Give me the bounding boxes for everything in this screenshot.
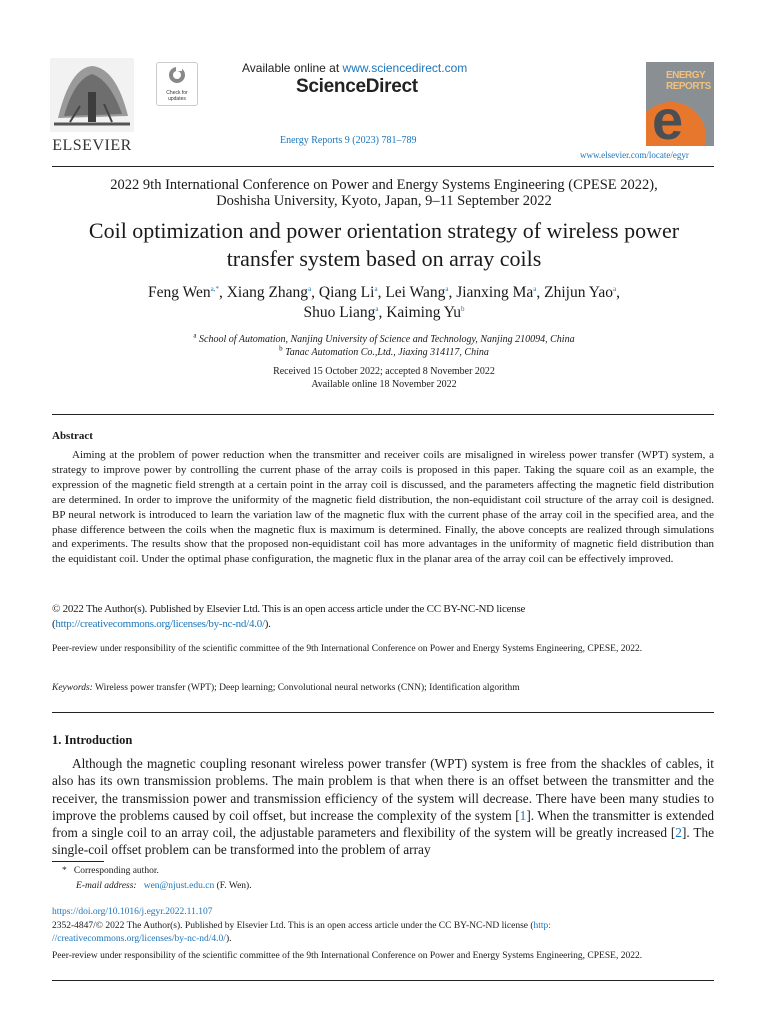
author-feng-wen[interactable]: Feng Wen (147, 284, 211, 301)
footer-bottom-rule (52, 980, 714, 981)
keywords (52, 683, 714, 693)
issn-text: 2352-4847/© 2022 The Author(s). Published by Elsevier Ltd. This is an open access article under the CC BY-NC-ND license ( (52, 921, 534, 931)
keywords-list: Wireless power transfer (WPT); Deep learning; Convolutional neural networks (CNN); Identification algorithm (95, 683, 520, 693)
abstract-heading: Abstract (52, 430, 93, 442)
aff-mark[interactable]: a (533, 284, 537, 293)
available-online (242, 61, 467, 75)
check-for-updates-badge[interactable] (156, 62, 198, 106)
journal-cover[interactable] (646, 62, 714, 146)
doi-link[interactable]: https://doi.org/10.1016/j.egyr.2022.11.107 (52, 907, 213, 917)
abstract-body: Aiming at the problem of power reduction when the transmitter and receiver coils are misaligned in wireless power transfer (WPT) system, a strategy to improve power by controlling the current phase of the array coils is proposed in this paper. Taking the square coil as an example, the expression of the magnetic field strength at a certain point in the array coil is discussed, and the parameters affecting the magnetic field distribution are determined. In order to improve the uniformity of the magnetic field distribution, the non-equidistant coil structure of the array coil is designed. BP neural network is introduced to learn the variation law of the magnetic flux with the current phase of the array coil in the specified area, and the phase difference between the coils when the magnetic flux is maximum is determined. Finally, the above concepts are realized through simulations and experiments. The results show that the proposed non-equidistant coil has more advantages in the uniformity of magnetic field distribution than the equidistant coil. Under the optimal phase configuration, the magnetic flux in the planar area of the array coil can be effectively improved. (52, 449, 714, 566)
citation-2[interactable]: 2 (675, 825, 682, 841)
author-jianxing-ma[interactable]: Jianxing Ma (456, 284, 534, 301)
copyright-text: © 2022 The Author(s). Published by Elsevier Ltd. This is an open access article under the CC BY-NC-ND license (52, 603, 526, 615)
author-list-line-2: Shuo Liang$^a$, Kaiming Yu$^b$ (303, 304, 465, 321)
abstract-top-rule (52, 414, 714, 415)
author-lei-wang[interactable]: Lei Wang (385, 284, 446, 301)
cover-title-1: ENERGY (666, 70, 706, 81)
footnote-rule (52, 861, 104, 862)
check-updates-text-2: updates (168, 96, 186, 102)
conference-line-1: 2022 9th International Conference on Power and Energy Systems Engineering (CPESE 2022), (110, 177, 658, 193)
license-link[interactable]: http://creativecommons.org/licenses/by-nc-nd/4.0/ (55, 617, 265, 630)
email-suffix: (F. Wen). (216, 881, 252, 891)
footer-license-link-1[interactable]: http: (533, 921, 551, 931)
email-label: E-mail address: (76, 881, 137, 891)
section-heading-introduction: 1. Introduction (52, 733, 133, 747)
intro-text-b: ]. When the transmitter is extended from a single coil to an array coil, the adjustable parameters and flexibility of the system will be greatly increased [ (52, 807, 714, 841)
corresponding-text: Corresponding author. (73, 866, 159, 876)
aff-mark[interactable]: a (375, 304, 379, 313)
author-shuo-liang[interactable]: Shuo Liang (303, 304, 376, 321)
available-prefix: Available online at (242, 61, 343, 75)
issn-license (52, 920, 714, 946)
affiliation-a-text: School of Automation, Nanjing University of Science and Technology, Nanjing 210094, China (199, 334, 575, 345)
aff-mark: b (279, 344, 283, 353)
keywords-label: Keywords: (52, 683, 93, 693)
citation-1[interactable]: 1 (519, 807, 527, 823)
abstract-bottom-rule (52, 712, 714, 713)
journal-reference[interactable]: Energy Reports 9 (2023) 781–789 (280, 135, 417, 146)
introduction-paragraph (52, 755, 714, 859)
refresh-icon (166, 65, 188, 85)
cover-title-2: REPORTS (666, 81, 711, 92)
author-zhijun-yao[interactable]: Zhijun Yao (544, 284, 614, 301)
aff-mark[interactable]: a (445, 284, 449, 293)
journal-homepage-url[interactable]: www.elsevier.com/locate/egyr (580, 150, 689, 160)
author-kaiming-yu[interactable]: Kaiming Yu (386, 304, 462, 321)
online-date: Available online 18 November 2022 (311, 379, 457, 390)
paper-title-line-1: Coil optimization and power orientation strategy of wireless power (88, 218, 680, 243)
check-updates-text-1: Check for (166, 90, 188, 96)
email-link[interactable]: wen@njust.edu.cn (143, 881, 215, 891)
sciencedirect-brand[interactable]: ScienceDirect (296, 76, 418, 97)
intro-text-c: ]. The single-coil offset problem can be transformed into the problem of array (52, 825, 714, 858)
header-divider (52, 166, 714, 167)
footer-license-link-2[interactable]: //creativecommons.org/licenses/by-nc-nd/4.0/ (52, 934, 226, 944)
author-xiang-zhang[interactable]: Xiang Zhang (226, 284, 309, 301)
conference-line-2: Doshisha University, Kyoto, Japan, 9–11 September 2022 (216, 193, 552, 209)
aff-mark[interactable]: a (374, 284, 378, 293)
cover-letter: e (652, 88, 684, 146)
aff-mark[interactable]: a (308, 284, 312, 293)
license-suffix: ). (225, 934, 232, 944)
intro-text-a: Although the magnetic coupling resonant wireless power transfer (WPT) system is free from the shackles of cables, it also has its own transmission problems. The main problem is that when there is an offset between the transmitter and the receiver, the transmission power and transmission efficiency of the system will decrease. There have been many studies to improve the problems caused by coil offset, but increase the complexity of the system [ (52, 756, 714, 823)
aff-mark[interactable]: b (461, 304, 465, 313)
author-qiang-li[interactable]: Qiang Li (318, 284, 375, 301)
affiliation-a (0, 331, 768, 345)
affiliation-b (0, 344, 768, 358)
sciencedirect-link[interactable]: www.sciencedirect.com (342, 61, 468, 75)
affiliation-b-text: Tanac Automation Co.,Ltd., Jiaxing 314117, China (285, 347, 489, 358)
author-feng-aff[interactable]: a,* (210, 284, 219, 293)
copyright-close: ). (264, 617, 271, 630)
corresponding-author-note (62, 866, 159, 876)
abstract-copyright (52, 602, 714, 632)
elsevier-logo[interactable] (50, 58, 134, 154)
footnote-star: * (62, 866, 67, 876)
copyright-open: ( (52, 617, 56, 630)
aff-mark: a (193, 331, 197, 340)
paper-title-line-2: transfer system based on array coils (226, 246, 542, 271)
footer-peer-review: Peer-review under responsibility of the scientific committee of the 9th International Conference on Power and Energy Systems Engineering, CPESE, 2022. (52, 951, 643, 961)
received-dates: Received 15 October 2022; accepted 8 November 2022 (273, 366, 495, 377)
aff-mark[interactable]: a (613, 284, 617, 293)
elsevier-tree-icon (50, 58, 134, 132)
elsevier-wordmark: ELSEVIER (52, 137, 132, 154)
email-note (76, 881, 252, 891)
author-list: Feng Wen$^{a,*}$, Xiang Zhang$^a$, Qiang Li$^a$, Lei Wang$^a$, Jianxing Ma$^a$, Zhijun Yao$^a$, (147, 284, 621, 301)
abstract-peer-review: Peer-review under responsibility of the scientific committee of the 9th International Conference on Power and Energy Systems Engineering, CPESE, 2022. (52, 644, 643, 654)
